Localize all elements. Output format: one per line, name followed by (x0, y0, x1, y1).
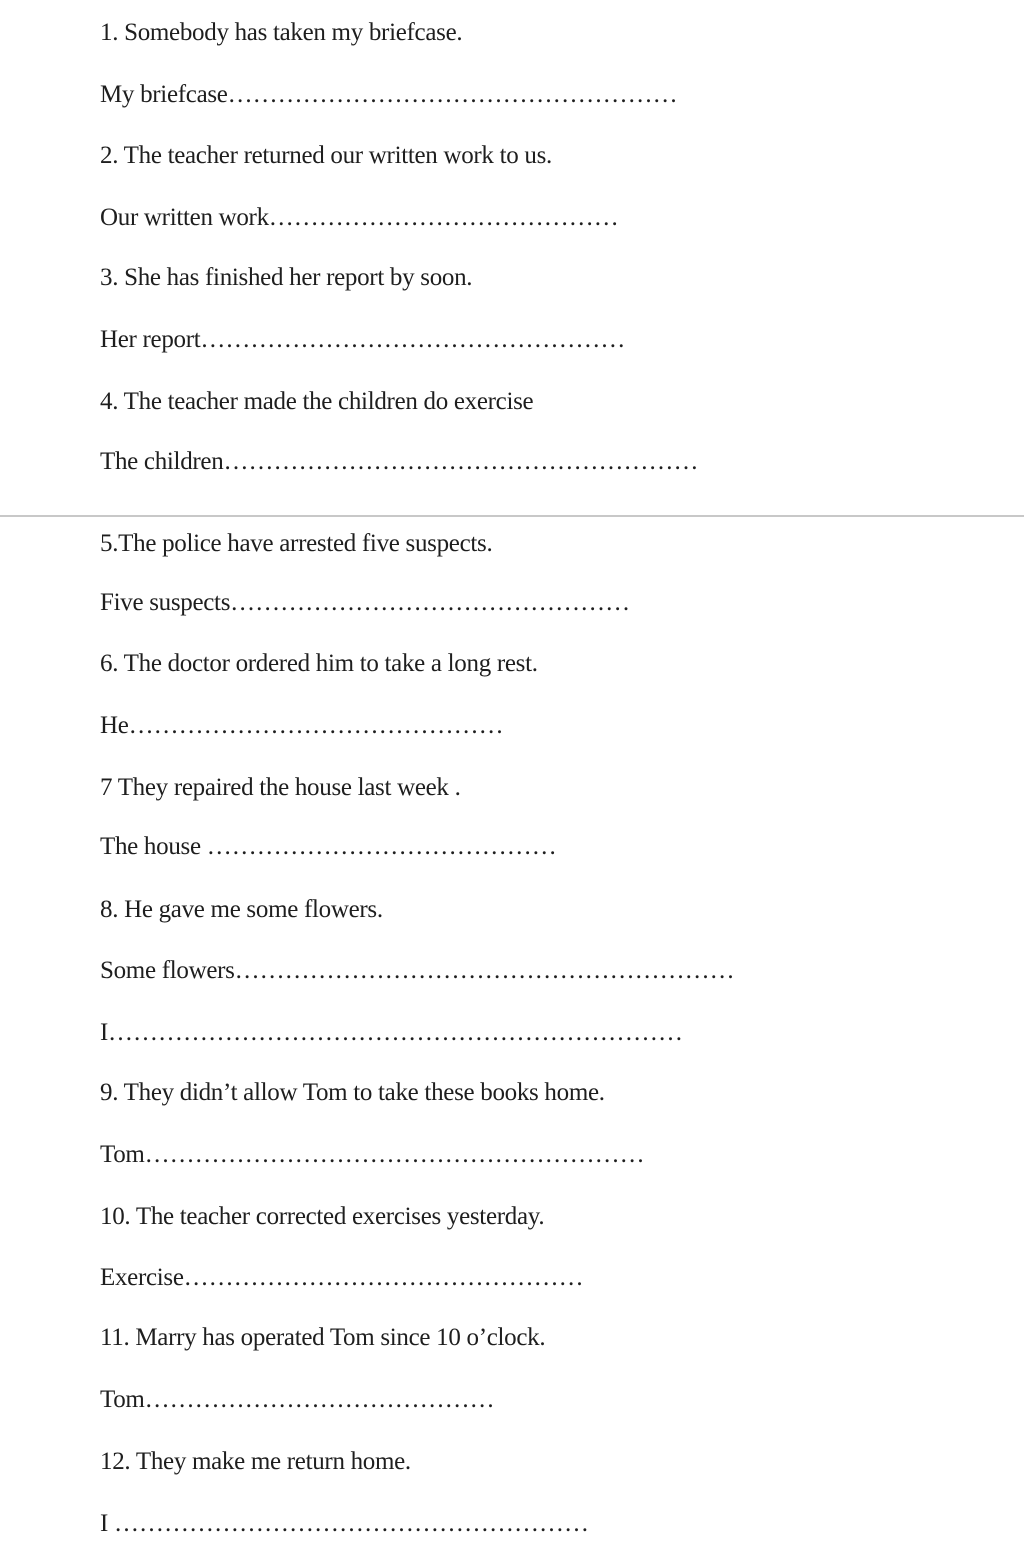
answer-blank: ……………………………………… (128, 712, 504, 739)
exercise-3-prompt: 3. She has finished her report by soon. (100, 264, 473, 291)
page-break-divider (0, 515, 1024, 517)
exercise-3-answer (100, 325, 625, 355)
answer-start: The children (100, 448, 224, 475)
exercise-8-answer-2 (100, 1018, 683, 1048)
exercise-1-answer (100, 80, 678, 110)
exercise-6-answer (100, 711, 504, 741)
answer-blank: …………………………………… (206, 833, 557, 860)
exercise-11-prompt: 11. Marry has operated Tom since 10 o’clock. (100, 1324, 546, 1351)
answer-blank: ………………………………………………… (113, 1510, 589, 1537)
exercise-6-prompt: 6. The doctor ordered him to take a long rest. (100, 650, 538, 677)
answer-blank: ……………………………………………… (227, 81, 678, 108)
exercise-12-answer (100, 1509, 589, 1539)
exercise-11-answer (100, 1385, 495, 1415)
answer-blank: ………………………………………… (183, 1264, 584, 1291)
exercise-12-prompt: 12. They make me return home. (100, 1448, 411, 1475)
answer-start: I (100, 1510, 114, 1537)
exercise-8-answer-1 (100, 956, 735, 986)
exercise-1-prompt: 1. Somebody has taken my briefcase. (100, 19, 463, 46)
answer-start: Tom (100, 1386, 145, 1413)
answer-blank: …………………………………………………… (144, 1141, 645, 1168)
answer-start: Tom (100, 1141, 145, 1168)
exercise-7-answer (100, 832, 557, 862)
exercise-5-prompt: 5.The police have arrested five suspects. (100, 530, 493, 557)
exercise-4-prompt: 4. The teacher made the children do exercise (100, 388, 534, 415)
exercise-10-prompt: 10. The teacher corrected exercises yesterday. (100, 1203, 545, 1230)
answer-blank: …………………………………………………… (234, 957, 735, 984)
exercise-7-prompt: 7 They repaired the house last week . (100, 774, 461, 801)
answer-start: Five suspects (100, 589, 231, 616)
exercise-2-prompt: 2. The teacher returned our written work to us. (100, 142, 552, 169)
answer-start: Her report (100, 326, 201, 353)
answer-start: My briefcase (100, 81, 228, 108)
exercise-9-prompt: 9. They didn’t allow Tom to take these books home. (100, 1079, 605, 1106)
exercise-8-prompt: 8. He gave me some flowers. (100, 896, 383, 923)
answer-start: Exercise (100, 1264, 184, 1291)
answer-start: Our written work (100, 204, 269, 231)
exercise-5-answer (100, 588, 630, 618)
answer-blank: …………………………………… (144, 1386, 495, 1413)
exercise-10-answer (100, 1263, 584, 1293)
exercise-4-answer (100, 447, 698, 477)
answer-blank: ………………………………………………… (223, 448, 699, 475)
answer-start: I (100, 1019, 109, 1046)
answer-start: The house (100, 833, 207, 860)
answer-start: Some flowers (100, 957, 235, 984)
answer-blank: …………………………………………… (200, 326, 626, 353)
exercise-2-answer (100, 203, 619, 233)
answer-start: He (100, 712, 129, 739)
answer-blank: ………………………………………… (230, 589, 631, 616)
answer-blank: …………………………………………………………… (108, 1019, 684, 1046)
exercise-9-answer (100, 1140, 645, 1170)
answer-blank: …………………………………… (268, 204, 619, 231)
